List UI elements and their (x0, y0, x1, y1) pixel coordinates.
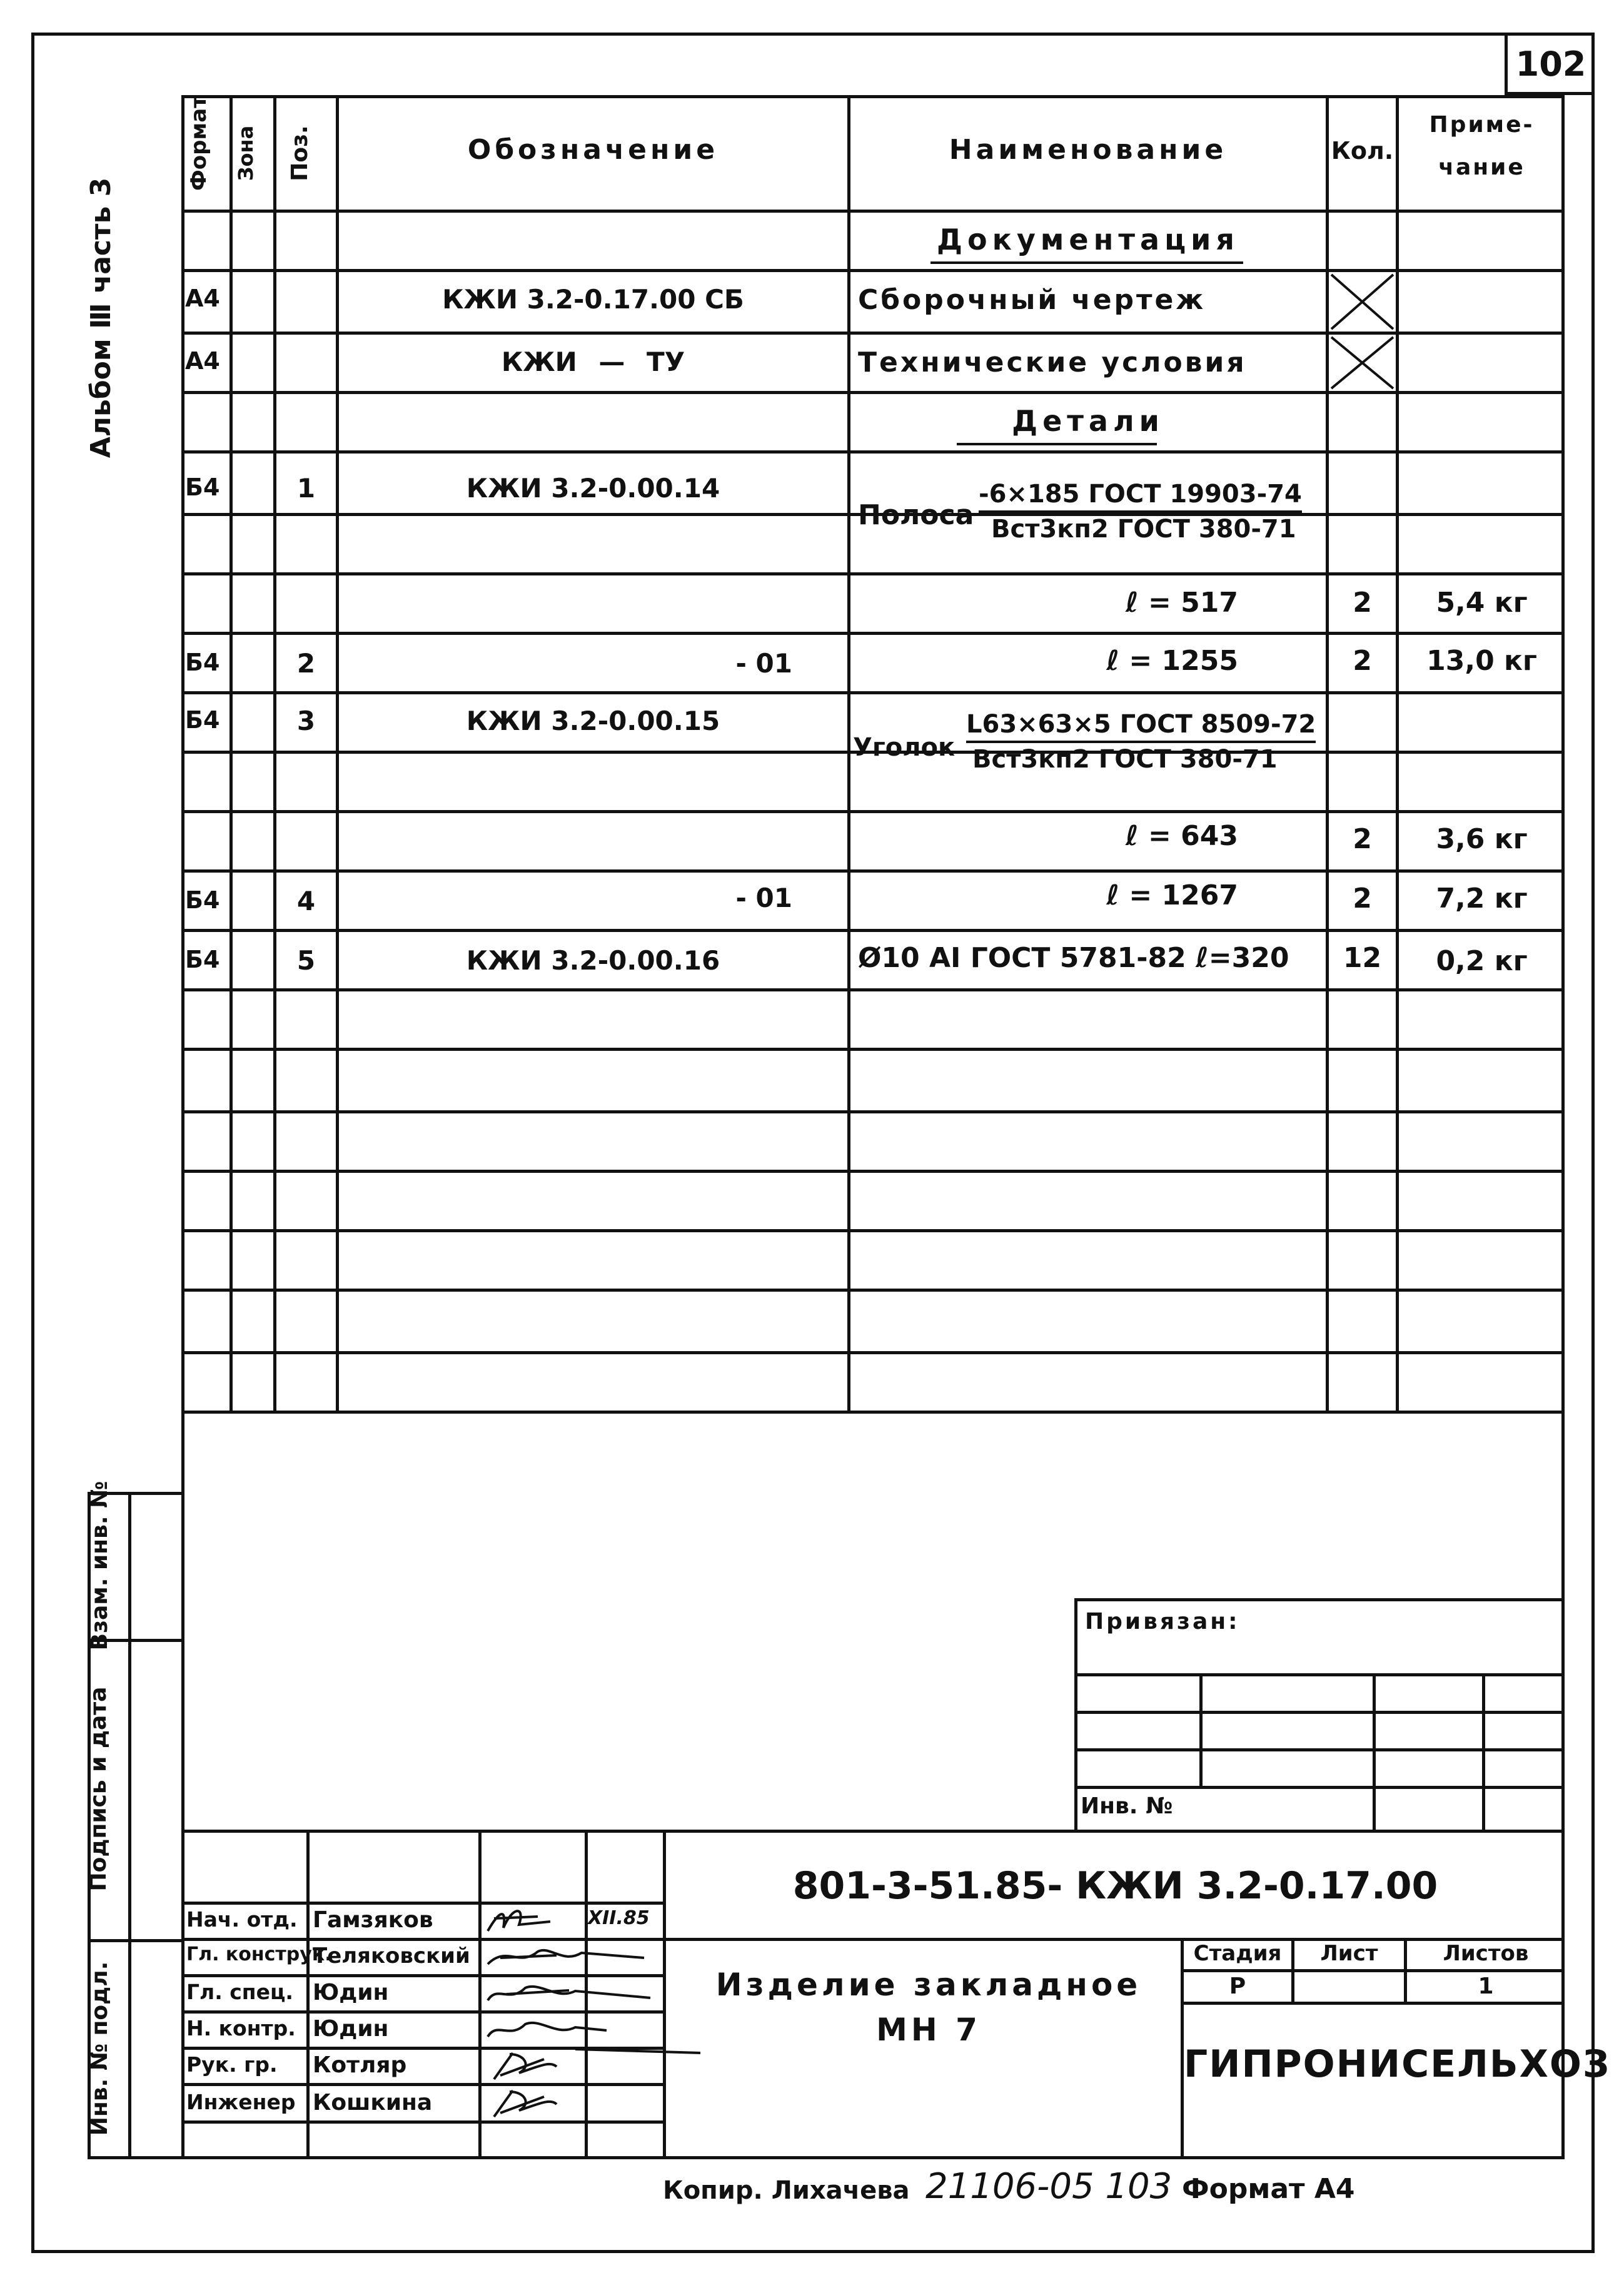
signature-3-icon (482, 1975, 663, 2010)
footer-format: Формат А4 (1182, 2173, 1355, 2205)
row6-pos: 3 (296, 706, 316, 736)
staff-role-5: Рук. гр. (186, 2052, 278, 2077)
section-documentation: Документация (937, 223, 1239, 256)
row4-qty: 2 (1353, 587, 1372, 619)
left-stamp-replace-inv: Взам. инв. № (87, 1481, 113, 1651)
section-details: Детали (1012, 404, 1164, 438)
header-zone: Зона (234, 125, 258, 181)
row5-designation: - 01 (735, 648, 792, 679)
signature-1-icon (482, 1903, 585, 1938)
row9-designation: КЖИ 3.2-0.00.16 (466, 945, 720, 976)
signature-5-icon (482, 2048, 585, 2083)
row5-qty: 2 (1353, 645, 1372, 677)
staff-role-6: Инженер (186, 2090, 296, 2114)
stage-label: Стадия (1193, 1941, 1282, 1966)
row6-designation: КЖИ 3.2-0.00.15 (466, 706, 720, 736)
row7-name: ℓ = 643 (1125, 820, 1238, 852)
row6-name-prefix: Уголок (853, 733, 956, 762)
signature-2-icon (482, 1939, 663, 1974)
row9-note: 0,2 кг (1436, 945, 1528, 977)
header-pos: Поз. (287, 125, 313, 181)
row2-qty-cross-icon (1329, 335, 1396, 391)
row6-name-fraction (966, 712, 1316, 772)
row5-format: Б4 (185, 649, 220, 676)
staff-name-3: Юдин (313, 1980, 389, 2005)
row6-format: Б4 (185, 706, 220, 734)
row2-designation: КЖИ — ТУ (501, 347, 685, 377)
sheets-label: Листов (1443, 1941, 1529, 1966)
header-name: Наименование (949, 134, 1228, 166)
organization: ГИПРОНИСЕЛЬХОЗ (1184, 2042, 1611, 2086)
row8-name: ℓ = 1267 (1106, 879, 1238, 911)
product-title-line2: МН 7 (876, 2012, 981, 2048)
left-stamp-signature-date: Подпись и дата (86, 1686, 111, 1892)
staff-role-4: Н. контр. (186, 2016, 296, 2040)
row1-qty-cross-icon (1329, 272, 1396, 332)
row9-name: Ø10 AⅠ ГОСТ 5781-82 ℓ=320 (858, 942, 1289, 974)
signature-6-icon (482, 2085, 585, 2120)
staff-role-2: Гл. конструк. (186, 1943, 332, 1965)
row7-qty: 2 (1353, 823, 1372, 855)
staff-name-6: Кошкина (313, 2090, 433, 2115)
product-title-line1: Изделие закладное (715, 1967, 1142, 2003)
row3-name-numerator: -6×185 ГОСТ 19903-74 (979, 482, 1302, 513)
row3-designation: КЖИ 3.2-0.00.14 (466, 473, 720, 504)
row8-qty: 2 (1353, 883, 1372, 914)
document-code: 801-3-51.85- КЖИ 3.2-0.17.00 (792, 1864, 1438, 1908)
row4-name: ℓ = 517 (1125, 587, 1238, 619)
row9-qty: 12 (1343, 942, 1382, 974)
row5-name: ℓ = 1255 (1106, 645, 1238, 677)
sheets-value: 1 (1478, 1973, 1494, 1999)
sheet-label: Лист (1320, 1941, 1378, 1966)
row1-designation: КЖИ 3.2-0.17.00 СБ (442, 284, 744, 315)
row1-name: Сборочный чертеж (858, 284, 1206, 316)
row3-pos: 1 (296, 473, 316, 504)
staff-name-5: Котляр (313, 2052, 407, 2078)
page-number: 102 (1515, 44, 1586, 84)
row6-name-denominator: Вст3кп2 ГОСТ 380-71 (972, 745, 1278, 774)
header-qty: Кол. (1331, 137, 1394, 165)
footer-copied: Копир. Лихачева (663, 2176, 910, 2205)
staff-role-3: Гл. спец. (186, 1980, 293, 2004)
header-note-1: Приме- (1429, 112, 1535, 138)
row8-note: 7,2 кг (1436, 883, 1528, 914)
staff-name-1: Гамзяков (313, 1907, 433, 1933)
row2-format: А4 (185, 347, 220, 375)
row2-name: Технические условия (858, 347, 1247, 378)
row6-name-numerator: L63×63×5 ГОСТ 8509-72 (966, 712, 1316, 743)
row8-pos: 4 (296, 886, 316, 916)
row9-format: Б4 (185, 946, 220, 973)
row1-format: А4 (185, 285, 220, 312)
header-format: Формат (186, 96, 211, 191)
row5-note: 13,0 кг (1426, 645, 1537, 677)
left-stamp-inv-orig: Инв. № подл. (87, 1961, 113, 2136)
row3-name-prefix: Полоса (858, 499, 974, 531)
staff-date-1: XII.85 (588, 1907, 650, 1929)
staff-name-4: Юдин (313, 2016, 389, 2042)
row4-note: 5,4 кг (1436, 587, 1528, 619)
binding-inv: Инв. № (1081, 1793, 1173, 1819)
row7-note: 3,6 кг (1436, 823, 1528, 855)
header-note-2: чание (1438, 155, 1525, 180)
footer-order: 21106-05 103 (925, 2166, 1173, 2207)
staff-name-2: Теляковский (313, 1943, 470, 1968)
row3-name-denominator: Вст3кп2 ГОСТ 380-71 (991, 515, 1296, 544)
row3-name-fraction (979, 482, 1302, 542)
row8-format: Б4 (185, 886, 220, 914)
header-designation: Обозначение (467, 134, 719, 166)
row3-format: Б4 (185, 474, 220, 501)
stage-value: Р (1229, 1973, 1246, 1999)
binding-label: Привязан: (1085, 1609, 1240, 1634)
row5-pos: 2 (296, 648, 316, 679)
staff-role-1: Нач. отд. (186, 1907, 298, 1932)
row9-pos: 5 (296, 945, 316, 976)
album-label: Альбом Ⅲ часть 3 (85, 177, 117, 459)
row8-designation: - 01 (735, 883, 792, 913)
